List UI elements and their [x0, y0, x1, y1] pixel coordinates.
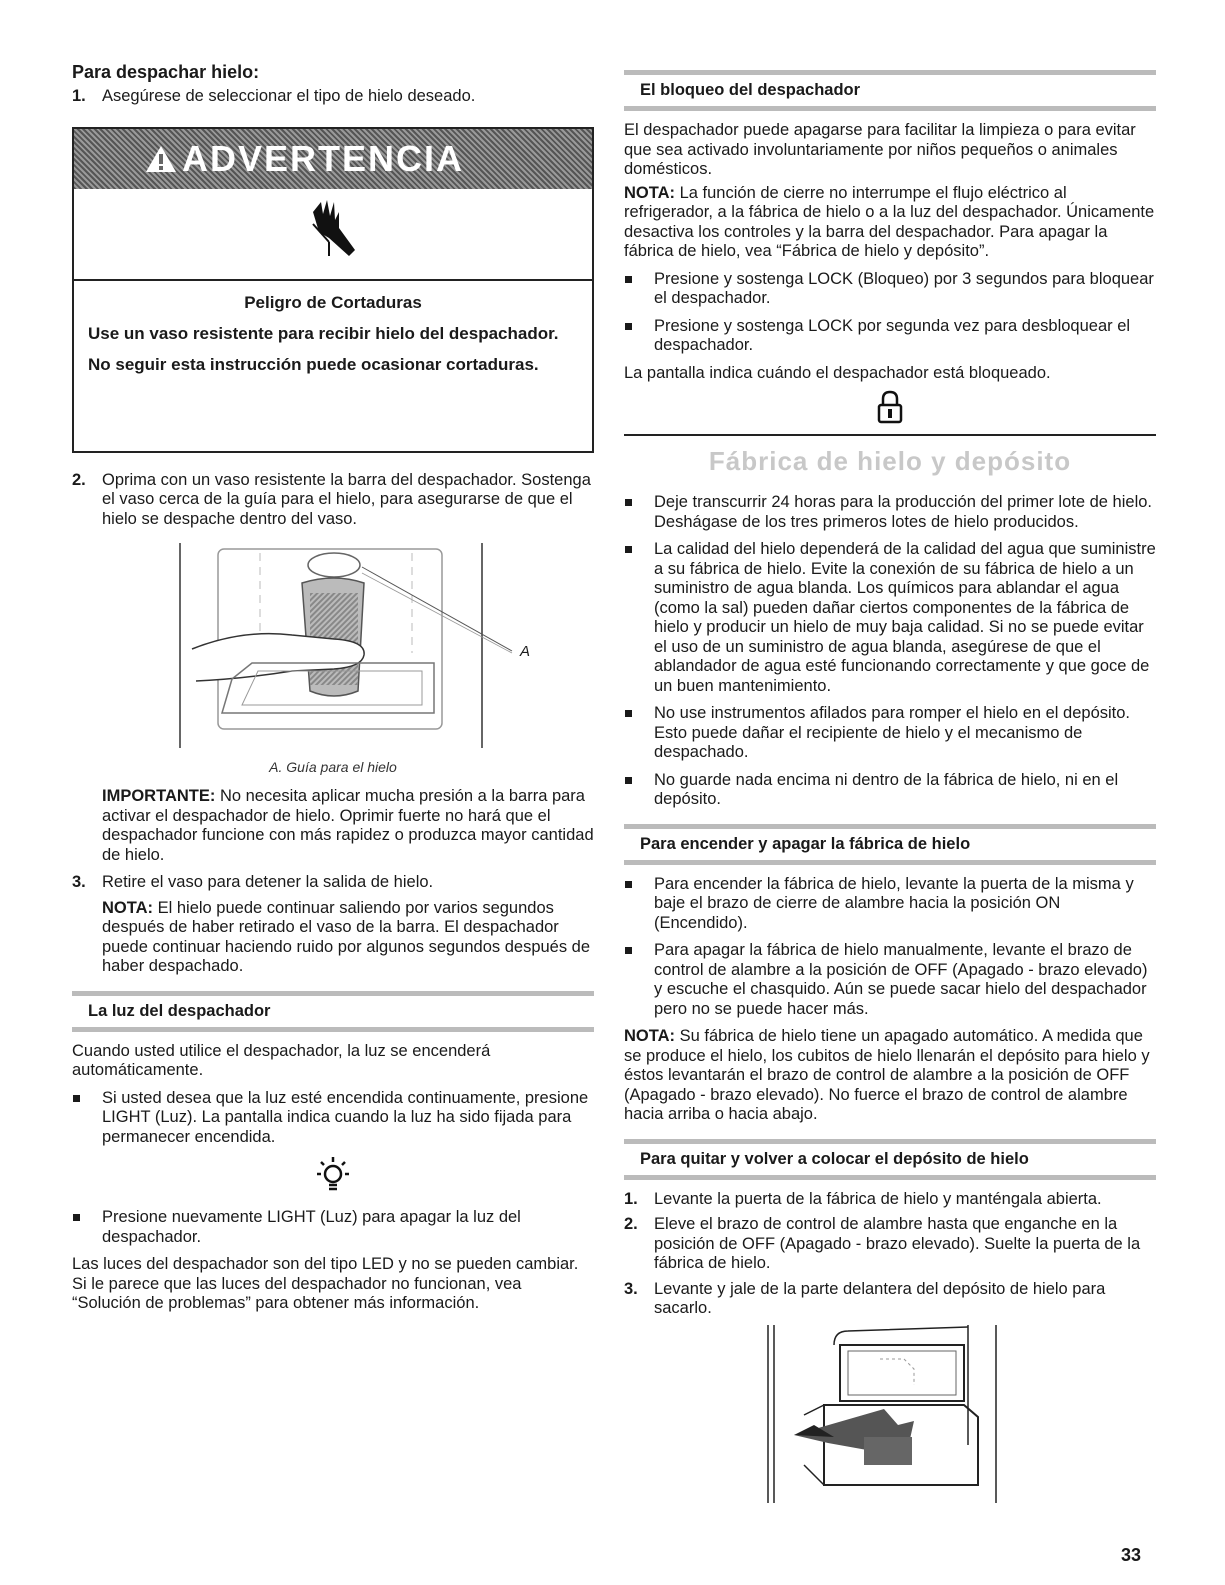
bin-step-1: 1. Levante la puerta de la fábrica de hielo y manténgala abierta.: [624, 1189, 1102, 1208]
important-paragraph: IMPORTANTE: No necesita aplicar mucha presión a la barra para activar el despachador de hielo. Oprimir fuerte no hará que el despachador funcione con más rapidez o produzca mayor cantidad de hielo.: [102, 787, 594, 864]
right-column: [624, 70, 1156, 1510]
figure-label-a: A: [520, 643, 531, 660]
onoff-section-heading: Para encender y apagar la fábrica de hielo: [624, 824, 1156, 865]
warning-line-1: Use un vaso resistente para recibir hielo del despachador.: [88, 323, 559, 343]
warning-line-2: No seguir esta instrucción puede ocasionar cortaduras.: [88, 354, 539, 374]
bin-step-2: 2. Eleve el brazo de control de alambre hasta que enganche en la posición de OFF (Apagado - brazo elevado). Suelte la puerta de la fábrica de hielo.: [624, 1215, 1141, 1272]
light-icon-wrap: [72, 1155, 594, 1200]
warning-box: [72, 127, 594, 453]
lock-icon-wrap: [624, 389, 1156, 430]
warning-body: [74, 281, 592, 375]
warning-banner: ADVERTENCIA: [74, 129, 592, 189]
bin-step-3: 3. Levante y jale de la parte delantera del depósito de hielo para sacarlo.: [624, 1279, 1106, 1317]
ice-guide-drawing: [72, 543, 594, 755]
ice-bin-illustration: [764, 1325, 1156, 1510]
lock-note: NOTA: La función de cierre no interrumpe el flujo eléctrico al refrigerador, a la fábrica de hielo o a la luz del despachador. Únicamente desactiva los controles y la barra del despachador. Para apagar la fábrica de hielo, vea “Fábrica de hielo y depósito”.: [624, 183, 1155, 260]
warning-pictogram: [74, 189, 592, 281]
light-bullet-1: Si usted desea que la luz esté encendida continuamente, presione LIGHT (Luz). La pantalla indica cuando la luz ha sido fijada para permanecer encendida.: [72, 1089, 594, 1148]
step-1: 1. Asegúrese de seleccionar el tipo de hielo deseado.: [72, 87, 476, 105]
step-2: 2. Oprima con un vaso resistente la barra del despachador. Sostenga el vaso cerca de la guía para el hielo, para asegurarse de que el hielo se despache dentro del vaso.: [72, 470, 591, 528]
lock-section-heading: El bloqueo del despachador: [624, 70, 1156, 111]
lock-bullet-1: Presione y sostenga LOCK (Bloqueo) por 3 segundos para bloquear el despachador.: [624, 270, 1156, 309]
warning-title: Peligro de Cortaduras: [244, 292, 422, 312]
icemaker-section-title: Fábrica de hielo y depósito: [708, 446, 1072, 476]
dispenser-illustration: [72, 543, 594, 755]
onoff-bullet-2: Para apagar la fábrica de hielo manualmente, levante el brazo de control de alambre a la posición de OFF (Apagado - brazo elevado) y escuche el chasquido. Aún se puede sacar hielo del despachador pero no se puede hacer más.: [624, 941, 1156, 1019]
cut-hand-icon: [293, 194, 373, 274]
lock-paragraph: El despachador puede apagarse para facilitar la limpieza o para evitar que sea activado involuntariamente por niños pequeños o animales domésticos.: [624, 121, 1136, 178]
ice-bin-drawing: [764, 1325, 1004, 1505]
lock-bullet-2: Presione y sostenga LOCK por segunda vez para desbloquear el despachador.: [624, 317, 1156, 356]
onoff-note: NOTA: Su fábrica de hielo tiene un apagado automático. A medida que se produce el hielo, los cubitos de hielo llenarán el depósito para hielo y éstos levantarán el brazo de control de alambre a la posición de OFF (Apagado - brazo elevado). No fuerce el brazo de control de alambre hacia arriba o hacia abajo.: [624, 1027, 1150, 1123]
ice-bullet-1: Deje transcurrir 24 horas para la producción del primer lote de hielo. Deshágase de los tres primeros lotes de hielo producidos.: [624, 493, 1156, 532]
section-divider: [624, 434, 1156, 436]
light-section-heading: La luz del despachador: [72, 991, 594, 1032]
step-3-note: NOTA: El hielo puede continuar saliendo por varios segundos después de haber retirado el vaso de la barra. El despachador puede continuar haciendo ruido por algunos segundos después de haber despachado.: [102, 898, 591, 975]
ice-bullet-3: No use instrumentos afilados para romper el hielo en el depósito. Esto puede dañar el recipiente de hielo y el mecanismo de despachado.: [624, 704, 1156, 763]
lock-outro: La pantalla indica cuándo el despachador está bloqueado.: [624, 363, 1051, 382]
light-bullet-2: Presione nuevamente LIGHT (Luz) para apagar la luz del despachador.: [72, 1208, 594, 1247]
light-outro: Las luces del despachador son del tipo LED y no se pueden cambiar. Si le parece que las luces del despachador no funcionan, vea “Solución de problemas” para obtener más información.: [72, 1255, 579, 1312]
light-icon: [313, 1155, 353, 1195]
figure-caption: A. Guía para el hielo: [269, 759, 397, 775]
light-intro: Cuando usted utilice el despachador, la luz se encenderá automáticamente.: [72, 1041, 491, 1079]
bin-section-heading: Para quitar y volver a colocar el depósito de hielo: [624, 1139, 1156, 1180]
warning-triangle-icon: [144, 144, 178, 174]
page-number: 33: [1120, 1545, 1141, 1565]
ice-bullet-2: La calidad del hielo dependerá de la calidad del agua que suministre a su fábrica de hielo. Evite la conexión de su fábrica de hielo a un suministro de agua blanda. Los químicos para ablandar el agua (como la sal) pueden dañar ciertos componentes de la fábrica de hielo y producir un hielo de muy baja calidad. Si no se puede evitar el uso de un suministro de agua blanda, asegúrese de que el ablandador de agua esté funcionando correctamente y que goce de un buen mantenimiento.: [624, 540, 1156, 696]
lock-icon: [874, 389, 906, 425]
onoff-bullet-1: Para encender la fábrica de hielo, levante la puerta de la misma y baje el brazo de cierre de alambre hacia la posición ON (Encendido).: [624, 875, 1156, 934]
ice-bullet-4: No guarde nada encima ni dentro de la fábrica de hielo, ni en el depósito.: [624, 771, 1156, 810]
dispense-ice-heading: Para despachar hielo:: [72, 62, 260, 82]
left-column: [72, 62, 594, 1314]
step-3: 3. Retire el vaso para detener la salida de hielo.: [72, 873, 434, 891]
